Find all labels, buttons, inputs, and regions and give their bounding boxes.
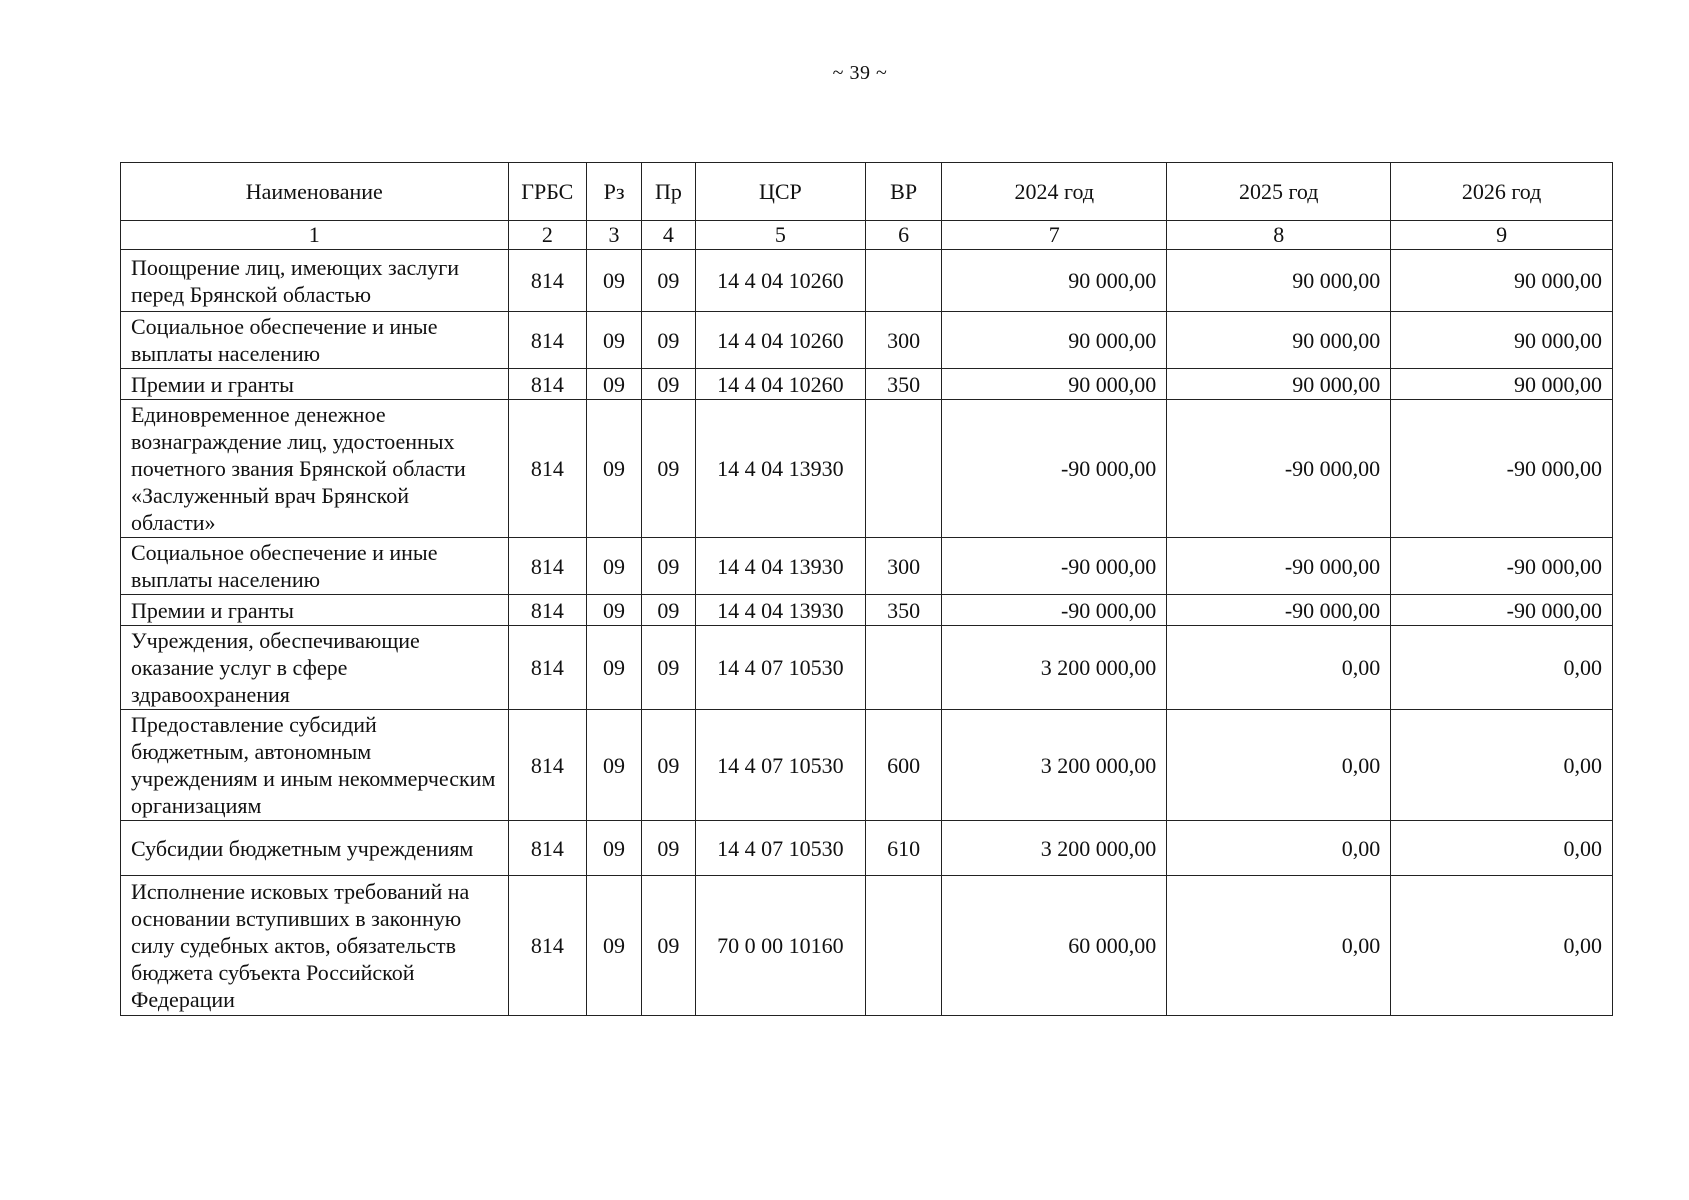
row-2024: 3 200 000,00 <box>942 710 1167 821</box>
row-csr: 14 4 07 10530 <box>695 626 865 710</box>
row-2025: 90 000,00 <box>1167 369 1391 400</box>
row-name: Субсидии бюджетным учреждениям <box>121 821 509 876</box>
row-rz: 09 <box>587 595 642 626</box>
row-2026: -90 000,00 <box>1391 595 1613 626</box>
row-rz: 09 <box>587 876 642 1016</box>
row-2026: 0,00 <box>1391 821 1613 876</box>
row-2025: 0,00 <box>1167 710 1391 821</box>
row-2024: -90 000,00 <box>942 538 1167 595</box>
row-csr: 14 4 04 13930 <box>695 400 865 538</box>
row-name: Учреждения, обеспечивающие оказание услуг в сфере здравоохранения <box>121 626 509 710</box>
row-vr: 610 <box>865 821 941 876</box>
row-csr: 14 4 04 10260 <box>695 369 865 400</box>
row-2025: 0,00 <box>1167 821 1391 876</box>
table-row <box>121 710 1613 821</box>
table-header <box>121 163 1613 250</box>
budget-table <box>120 162 1613 1016</box>
row-rz: 09 <box>587 538 642 595</box>
row-2025: 0,00 <box>1167 626 1391 710</box>
row-2024: 90 000,00 <box>942 250 1167 312</box>
row-2026: 0,00 <box>1391 626 1613 710</box>
table-row <box>121 400 1613 538</box>
row-csr: 14 4 07 10530 <box>695 710 865 821</box>
row-grbs: 814 <box>508 250 587 312</box>
row-2025: 90 000,00 <box>1167 312 1391 369</box>
row-2026: 90 000,00 <box>1391 250 1613 312</box>
table-row <box>121 538 1613 595</box>
column-number: 9 <box>1391 221 1613 250</box>
row-grbs: 814 <box>508 595 587 626</box>
column-number: 3 <box>587 221 642 250</box>
column-number: 1 <box>121 221 509 250</box>
header-2024: 2024 год <box>942 163 1167 221</box>
row-name: Исполнение исковых требований на основании вступивших в законную силу судебных актов, обязательств бюджета субъекта Российской Федерации <box>121 876 509 1016</box>
row-vr <box>865 250 941 312</box>
row-vr: 350 <box>865 595 941 626</box>
row-2025: -90 000,00 <box>1167 400 1391 538</box>
row-name: Премии и гранты <box>121 369 509 400</box>
row-grbs: 814 <box>508 312 587 369</box>
row-csr: 14 4 04 13930 <box>695 538 865 595</box>
row-2026: 90 000,00 <box>1391 312 1613 369</box>
row-2025: 90 000,00 <box>1167 250 1391 312</box>
row-pr: 09 <box>642 369 696 400</box>
row-name: Предоставление субсидий бюджетным, автономным учреждениям и иным некоммерческим организациям <box>121 710 509 821</box>
row-2024: 3 200 000,00 <box>942 626 1167 710</box>
row-pr: 09 <box>642 876 696 1016</box>
header-2025: 2025 год <box>1167 163 1391 221</box>
column-number: 5 <box>695 221 865 250</box>
header-vr: ВР <box>865 163 941 221</box>
row-vr: 300 <box>865 312 941 369</box>
row-2025: -90 000,00 <box>1167 595 1391 626</box>
column-number: 4 <box>642 221 696 250</box>
row-rz: 09 <box>587 250 642 312</box>
row-2026: -90 000,00 <box>1391 538 1613 595</box>
header-csr: ЦСР <box>695 163 865 221</box>
column-number: 2 <box>508 221 587 250</box>
row-name: Премии и гранты <box>121 595 509 626</box>
row-rz: 09 <box>587 400 642 538</box>
row-csr: 14 4 04 10260 <box>695 250 865 312</box>
column-number-row <box>121 221 1613 250</box>
row-name: Единовременное денежное вознаграждение лиц, удостоенных почетного звания Брянской области «Заслуженный врач Брянской области» <box>121 400 509 538</box>
row-grbs: 814 <box>508 710 587 821</box>
row-grbs: 814 <box>508 538 587 595</box>
row-rz: 09 <box>587 369 642 400</box>
row-name: Социальное обеспечение и иные выплаты населению <box>121 312 509 369</box>
table-body <box>121 250 1613 1016</box>
header-rz: Рз <box>587 163 642 221</box>
column-number: 6 <box>865 221 941 250</box>
column-number: 8 <box>1167 221 1391 250</box>
row-rz: 09 <box>587 626 642 710</box>
row-vr: 600 <box>865 710 941 821</box>
header-2026: 2026 год <box>1391 163 1613 221</box>
row-name: Социальное обеспечение и иные выплаты населению <box>121 538 509 595</box>
row-2024: -90 000,00 <box>942 595 1167 626</box>
row-2026: 0,00 <box>1391 710 1613 821</box>
row-vr <box>865 626 941 710</box>
row-pr: 09 <box>642 400 696 538</box>
row-grbs: 814 <box>508 876 587 1016</box>
column-number: 7 <box>942 221 1167 250</box>
row-csr: 14 4 04 10260 <box>695 312 865 369</box>
row-2024: 90 000,00 <box>942 369 1167 400</box>
row-pr: 09 <box>642 250 696 312</box>
row-rz: 09 <box>587 710 642 821</box>
row-name: Поощрение лиц, имеющих заслуги перед Брянской областью <box>121 250 509 312</box>
row-2025: -90 000,00 <box>1167 538 1391 595</box>
table-row <box>121 595 1613 626</box>
table-row <box>121 626 1613 710</box>
row-2024: 60 000,00 <box>942 876 1167 1016</box>
row-2025: 0,00 <box>1167 876 1391 1016</box>
header-name: Наименование <box>121 163 509 221</box>
row-csr: 14 4 04 13930 <box>695 595 865 626</box>
row-pr: 09 <box>642 538 696 595</box>
row-vr <box>865 400 941 538</box>
row-pr: 09 <box>642 595 696 626</box>
row-grbs: 814 <box>508 626 587 710</box>
row-2026: 90 000,00 <box>1391 369 1613 400</box>
row-grbs: 814 <box>508 821 587 876</box>
row-2024: -90 000,00 <box>942 400 1167 538</box>
row-2026: 0,00 <box>1391 876 1613 1016</box>
row-pr: 09 <box>642 821 696 876</box>
row-rz: 09 <box>587 312 642 369</box>
row-grbs: 814 <box>508 369 587 400</box>
row-pr: 09 <box>642 312 696 369</box>
page-number: ~ 39 ~ <box>832 62 888 84</box>
row-csr: 70 0 00 10160 <box>695 876 865 1016</box>
table-row <box>121 369 1613 400</box>
table-row <box>121 821 1613 876</box>
row-2024: 3 200 000,00 <box>942 821 1167 876</box>
row-2026: -90 000,00 <box>1391 400 1613 538</box>
header-pr: Пр <box>642 163 696 221</box>
row-vr <box>865 876 941 1016</box>
row-vr: 350 <box>865 369 941 400</box>
table-row <box>121 876 1613 1016</box>
header-grbs: ГРБС <box>508 163 587 221</box>
row-vr: 300 <box>865 538 941 595</box>
row-csr: 14 4 07 10530 <box>695 821 865 876</box>
header-row <box>121 163 1613 221</box>
row-2024: 90 000,00 <box>942 312 1167 369</box>
row-pr: 09 <box>642 710 696 821</box>
table-row <box>121 312 1613 369</box>
row-rz: 09 <box>587 821 642 876</box>
row-grbs: 814 <box>508 400 587 538</box>
row-pr: 09 <box>642 626 696 710</box>
table-row <box>121 250 1613 312</box>
